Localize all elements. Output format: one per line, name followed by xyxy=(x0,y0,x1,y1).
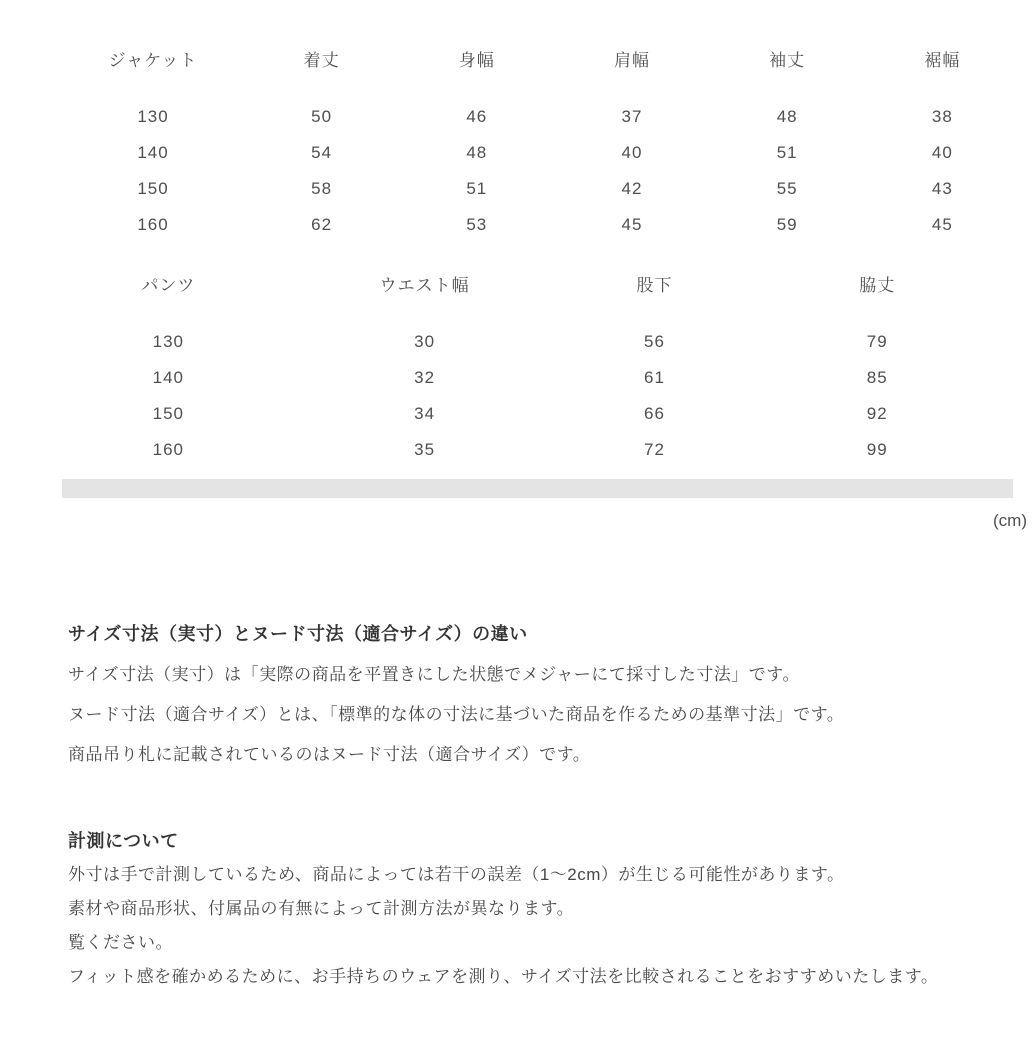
table-cell: 40 xyxy=(621,143,643,162)
table-cell: 45 xyxy=(621,215,643,234)
body-line: 覧ください。 xyxy=(68,933,173,952)
table-cell: 66 xyxy=(644,404,665,423)
table-cell: 99 xyxy=(866,440,888,459)
size-label: 160 xyxy=(137,215,169,234)
table-cell: 50 xyxy=(311,107,333,126)
table-cell: 43 xyxy=(931,179,953,198)
table-cell: 61 xyxy=(644,368,665,387)
table-cell: 59 xyxy=(776,215,798,234)
section-heading: 計測について xyxy=(68,831,179,851)
table-cell: 46 xyxy=(466,107,488,126)
table-cell: 34 xyxy=(414,404,436,423)
body-line: サイズ寸法（実寸）は「実際の商品を平置きにした状態でメジャーにて採寸した寸法」です。 xyxy=(68,665,800,684)
section-heading: サイズ寸法（実寸）とヌード寸法（適合サイズ）の違い xyxy=(68,624,528,644)
table-row xyxy=(62,324,1020,360)
table-cell: 38 xyxy=(931,107,953,126)
jacket-header-row xyxy=(62,46,1020,99)
table-cell: 32 xyxy=(414,368,436,387)
size-label: 140 xyxy=(152,368,185,387)
table-cell: 48 xyxy=(776,107,798,126)
table-cell: 42 xyxy=(621,179,643,198)
column-header-inseam: 股下 xyxy=(636,276,673,295)
section-measurement xyxy=(68,831,992,994)
table-cell: 48 xyxy=(466,143,488,162)
section-size-vs-nude xyxy=(68,624,992,775)
body-line: 素材や商品形状、付属品の有無によって計測方法が異なります。 xyxy=(68,899,575,918)
column-header-sleeve-length: 袖丈 xyxy=(769,51,806,70)
notes-area xyxy=(0,624,1032,994)
table-cell: 72 xyxy=(644,440,665,459)
column-header-side-length: 脇丈 xyxy=(859,276,896,295)
size-label: 160 xyxy=(152,440,185,459)
table-cell: 54 xyxy=(311,143,333,162)
unit-label: (cm) xyxy=(993,511,1027,530)
size-label: 130 xyxy=(137,107,169,126)
pants-header-row xyxy=(62,271,1020,324)
size-label: 150 xyxy=(137,179,169,198)
table-cell: 30 xyxy=(414,332,436,351)
table-row xyxy=(62,432,1020,468)
body-line: 商品吊り札に記載されているのはヌード寸法（適合サイズ）です。 xyxy=(68,745,591,764)
divider-bar xyxy=(62,479,1013,498)
column-header-pants: パンツ xyxy=(141,276,196,295)
table-row xyxy=(62,135,1020,171)
jacket-size-table xyxy=(62,46,1020,243)
table-cell: 79 xyxy=(866,332,888,351)
table-cell: 55 xyxy=(776,179,798,198)
column-header-waist-width: ウエスト幅 xyxy=(379,276,470,295)
body-line: フィット感を確かめるために、お手持ちのウェアを測り、サイズ寸法を比較されることをおすすめいたします。 xyxy=(68,967,939,986)
table-cell: 85 xyxy=(866,368,888,387)
body-line: 外寸は手で計測しているため、商品によっては若干の誤差（1〜2cm）が生じる可能性があります。 xyxy=(68,865,845,884)
column-header-jacket: ジャケット xyxy=(108,51,198,70)
table-cell: 62 xyxy=(311,215,333,234)
column-header-shoulder-width: 肩幅 xyxy=(613,51,650,70)
table-cell: 53 xyxy=(466,215,488,234)
column-header-body-length: 着丈 xyxy=(303,51,340,70)
table-row xyxy=(62,171,1020,207)
size-label: 150 xyxy=(152,404,185,423)
column-header-body-width: 身幅 xyxy=(458,51,495,70)
table-row xyxy=(62,207,1020,243)
body-line: ヌード寸法（適合サイズ）とは、「標準的な体の寸法に基づいた商品を作るための基準寸法」です。 xyxy=(68,705,845,724)
table-cell: 45 xyxy=(931,215,953,234)
table-cell: 35 xyxy=(414,440,436,459)
table-cell: 56 xyxy=(644,332,665,351)
table-row xyxy=(62,360,1020,396)
table-row xyxy=(62,396,1020,432)
pants-size-table xyxy=(62,271,1020,468)
table-cell: 51 xyxy=(466,179,488,198)
size-label: 130 xyxy=(152,332,185,351)
size-label: 140 xyxy=(137,143,169,162)
table-cell: 51 xyxy=(776,143,798,162)
table-cell: 92 xyxy=(866,404,888,423)
table-row xyxy=(62,99,1020,135)
column-header-hem-width: 裾幅 xyxy=(924,51,961,70)
table-cell: 58 xyxy=(311,179,333,198)
table-cell: 40 xyxy=(931,143,953,162)
table-cell: 37 xyxy=(621,107,643,126)
